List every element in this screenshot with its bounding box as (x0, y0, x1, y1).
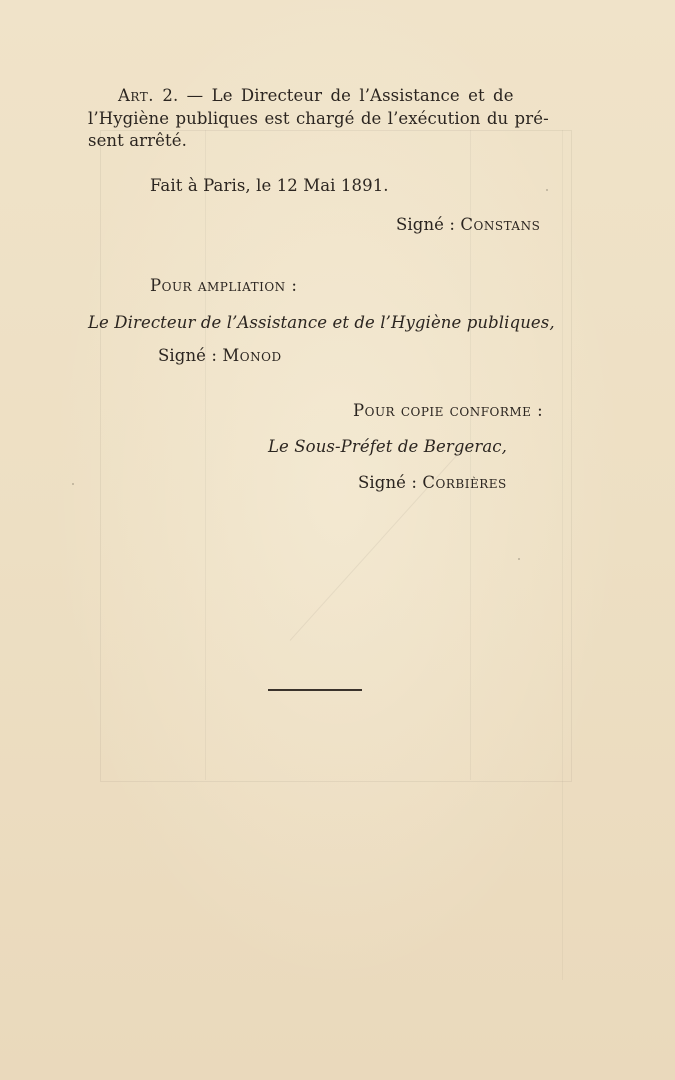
signatory-name: Constans (460, 215, 541, 234)
date-line: Fait à Paris, le 12 Mai 1891. (150, 176, 389, 195)
signature-prefix: Signé : (396, 215, 456, 234)
article-text-line-3: sent arrêté. (88, 131, 187, 150)
copie-conforme-heading: Pour copie conforme : (353, 401, 544, 420)
signature-constans (396, 214, 540, 236)
article-line-1 (118, 85, 514, 107)
article-dash: — (186, 86, 204, 105)
article-number: 2. (162, 86, 179, 105)
article-text-line-2: l’Hygiène publiques est chargé de l’exécution du pré- (88, 109, 549, 128)
bleed-through-rule (562, 130, 563, 980)
article-text-line-1: Le Directeur de l’Assistance et de (211, 86, 514, 105)
paper-speck (518, 558, 520, 560)
signature-corbieres (358, 472, 507, 494)
closing-rule (268, 689, 362, 691)
signature-prefix: Signé : (158, 346, 218, 365)
sous-prefet-title: Le Sous-Préfet de Bergerac, (268, 437, 507, 456)
article-label: Art. (118, 86, 154, 105)
signatory-name: Corbières (422, 473, 507, 492)
directeur-title: Le Directeur de l’Assistance et de l’Hygiène publiques, (88, 313, 555, 332)
bleed-through-rule (205, 130, 206, 780)
signature-monod (158, 345, 282, 367)
ampliation-heading: Pour ampliation : (150, 276, 298, 295)
signatory-name: Monod (222, 346, 282, 365)
paper-speck (546, 189, 548, 191)
signature-prefix: Signé : (358, 473, 418, 492)
paper-speck (72, 483, 74, 485)
